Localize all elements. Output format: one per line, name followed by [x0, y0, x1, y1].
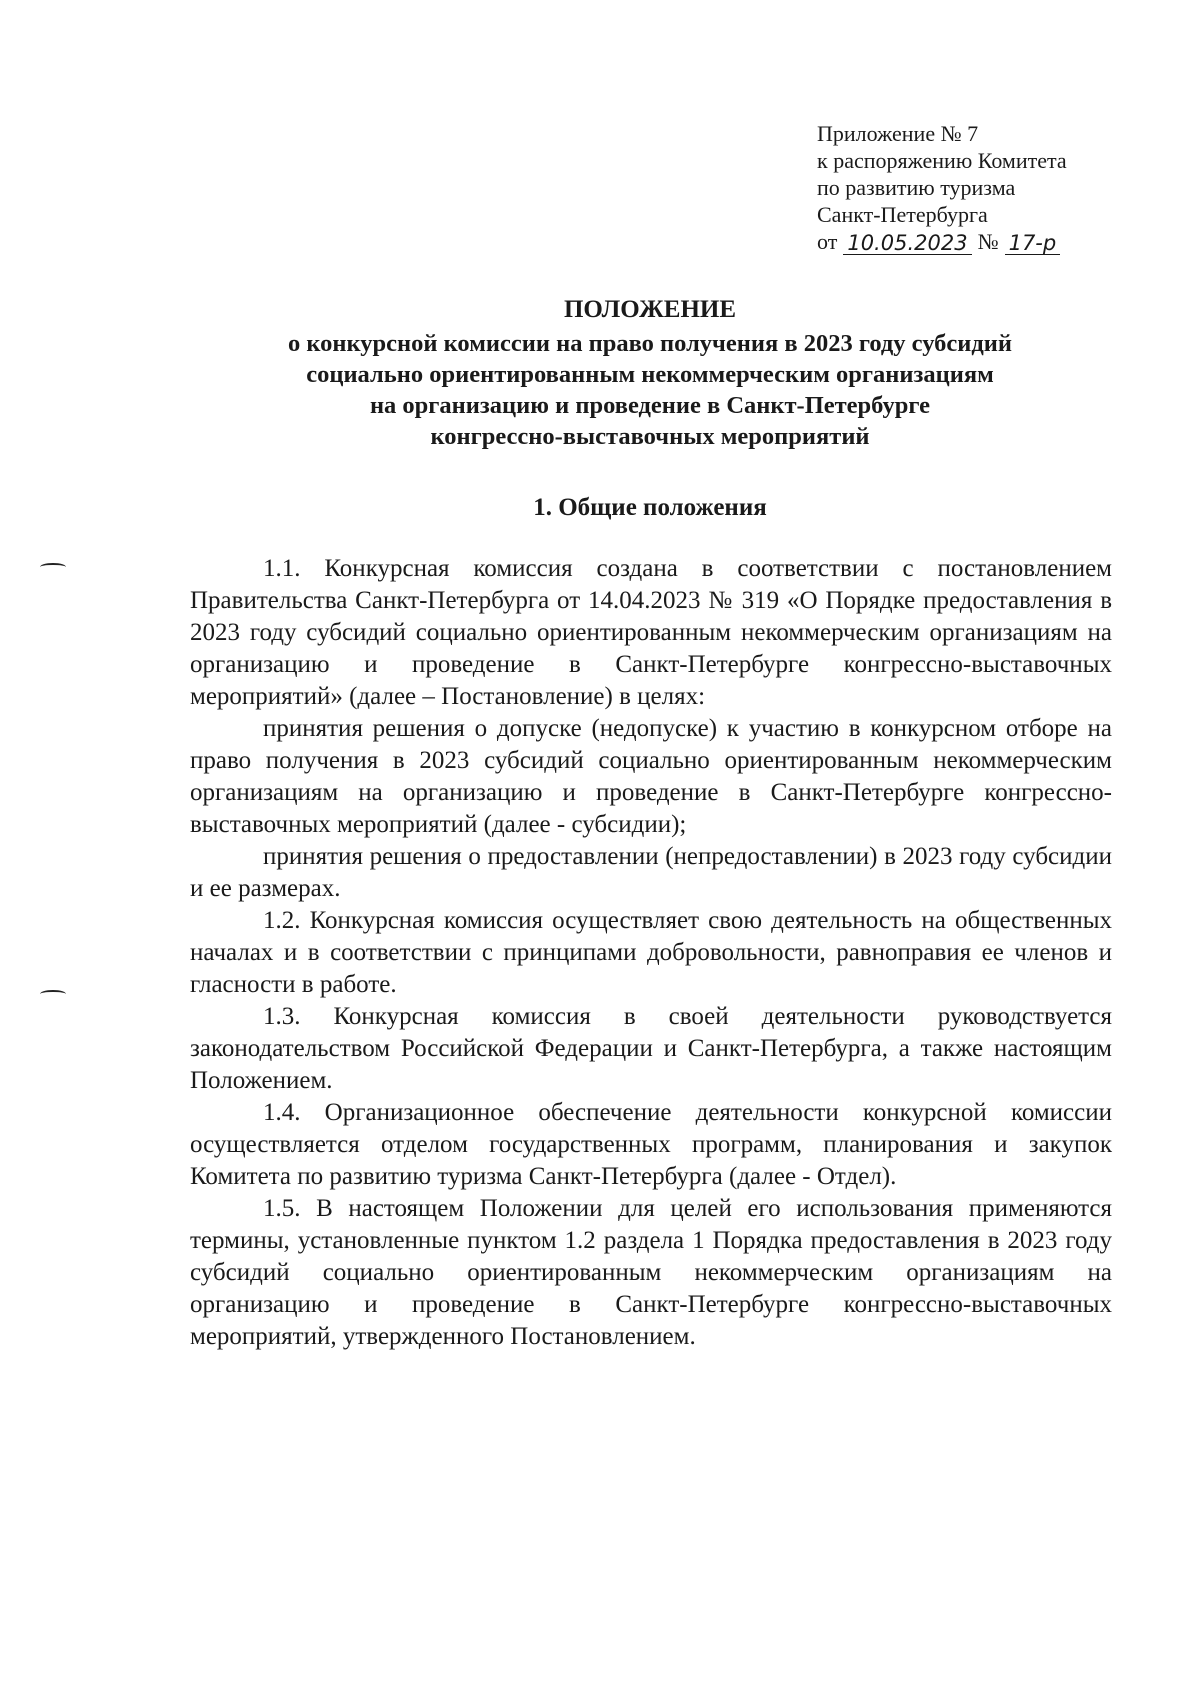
title-line-4: конгрессно-выставочных мероприятий: [430, 423, 870, 450]
title-line-1: о конкурсной комиссии на право получения в 2023 году субсидий: [287, 330, 1013, 357]
handwritten-number: 17-р: [1005, 232, 1061, 255]
handwritten-date: 10.05.2023: [843, 232, 971, 255]
appendix-line-3: по развитию туризма: [817, 175, 1016, 200]
paragraph-purpose-1: принятия решения о допуске (недопуске) к участию в конкурсном отборе на право получения в 2023 субсидий социально ориентированным некоммерческим организациям на организацию и проведение в Санкт-Петербурге конгрессно-выставочных мероприятий (далее - субсидии);: [190, 715, 1112, 838]
paragraph-1-1: 1.1. Конкурсная комиссия создана в соответствии с постановлением Правительства Санкт-Петербурга от 14.04.2023 № 319 «О Порядке предоставления в 2023 году субсидий социально ориентированным некоммерческим организациям на организацию и проведение в Санкт-Петербурге конгрессно-выставочных мероприятий» (далее – Постановление) в целях:: [190, 555, 1112, 710]
paragraph-1-2: 1.2. Конкурсная комиссия осуществляет свою деятельность на общественных началах и в соответствии с принципами добровольности, равноправия ее членов и гласности в работе.: [190, 907, 1112, 998]
number-label: №: [977, 229, 999, 254]
section-body: [190, 553, 1112, 1353]
paragraph-1-5: 1.5. В настоящем Положении для целей его использования применяются термины, установленные пунктом 1.2 раздела 1 Порядка предоставления в 2023 году субсидий социально ориентированным некоммерческим организациям на организацию и проведение в Санкт-Петербурге конгрессно-выставочных мероприятий, утвержденного Постановлением.: [190, 1195, 1112, 1350]
paragraph-1-3: 1.3. Конкурсная комиссия в своей деятельности руководствуется законодательством Российской Федерации и Санкт-Петербурга, а также настоящим Положением.: [190, 1003, 1112, 1094]
section-heading: 1. Общие положения: [533, 494, 767, 521]
binder-hole-mark-top: [40, 563, 66, 571]
title-line-2: социально ориентированным некоммерческим организациям: [306, 361, 994, 388]
title-main: ПОЛОЖЕНИЕ: [563, 296, 737, 323]
from-label: от: [817, 229, 838, 254]
paragraph-1-4: 1.4. Организационное обеспечение деятельности конкурсной комиссии осуществляется отделом государственных программ, планирования и закупок Комитета по развитию туризма Санкт-Петербурга (далее - Отдел).: [190, 1099, 1112, 1190]
appendix-line-1: Приложение № 7: [817, 121, 979, 146]
title-line-3: на организацию и проведение в Санкт-Петербурге: [369, 392, 931, 419]
appendix-header: [817, 120, 1147, 255]
paragraph-purpose-2: принятия решения о предоставлении (непредоставлении) в 2023 году субсидии и ее размерах.: [190, 843, 1112, 902]
appendix-line-4: Санкт-Петербурга: [817, 202, 988, 227]
binder-hole-mark-bottom: [40, 990, 66, 998]
document-title: [150, 294, 1150, 452]
appendix-line-2: к распоряжению Комитета: [817, 148, 1067, 173]
appendix-date-number-line: [817, 228, 1147, 255]
